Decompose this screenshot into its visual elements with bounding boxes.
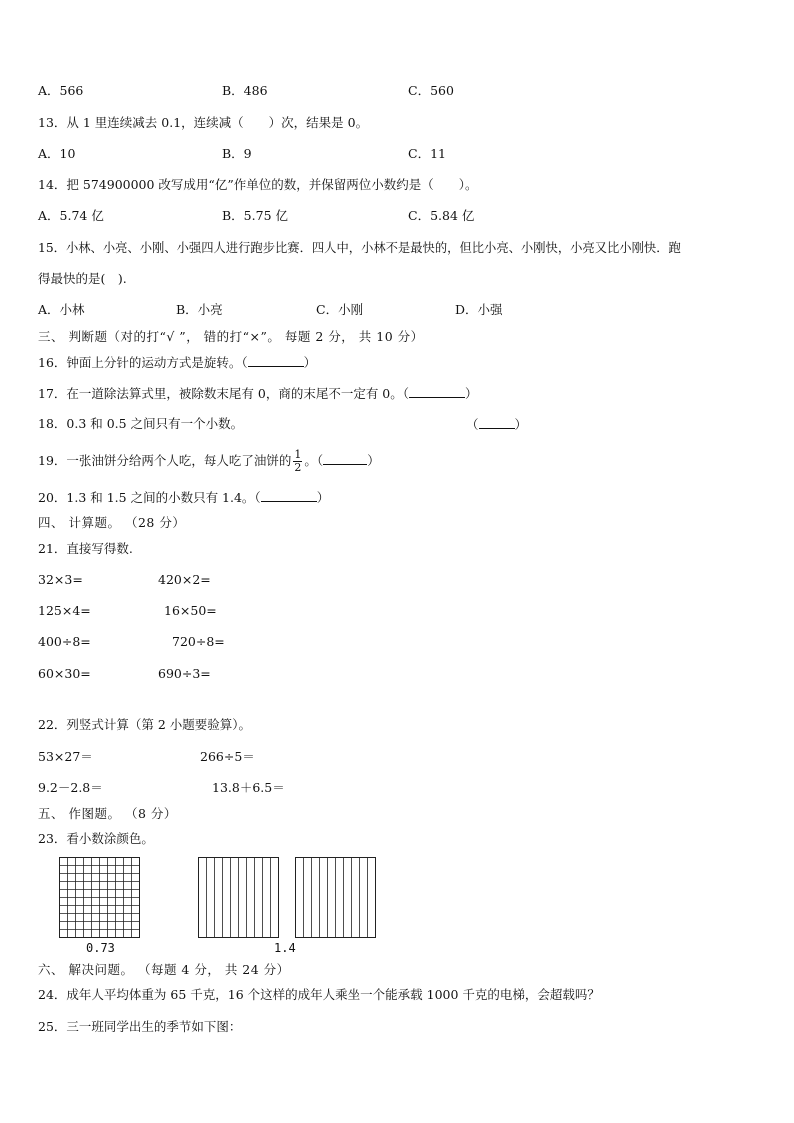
tenths-strip-lines bbox=[207, 858, 271, 938]
q23-caption-2: 1.4 bbox=[274, 941, 296, 955]
q14-option-a: A．5.74 亿 bbox=[38, 208, 104, 223]
q15-option-b: B．小亮 bbox=[176, 302, 223, 317]
q20-answer-blank[interactable] bbox=[261, 489, 317, 502]
q25-stem: 25．三一班同学出生的季节如下图： bbox=[38, 1019, 242, 1034]
section-3-heading: 三、 判断题（对的打“√ ”， 错的打“×”。 每题 2 分， 共 10 分） bbox=[38, 329, 424, 344]
q24-stem: 24．成年人平均体重为 65 千克，16 个这样的成年人乘坐一个能承载 1000 千克的电梯，会超载吗？ bbox=[38, 987, 600, 1002]
q13-option-a: A．10 bbox=[38, 146, 76, 161]
q19-fraction: $\frac{1}{2}$ bbox=[294, 448, 302, 474]
hundred-grid-lines bbox=[60, 858, 140, 938]
q14-option-b: B．5.75 亿 bbox=[222, 208, 288, 223]
q23-caption-1: 0.73 bbox=[86, 941, 115, 955]
q21-title: 21．直接写得数. bbox=[38, 541, 133, 556]
q14-option-c: C．5.84 亿 bbox=[408, 208, 475, 223]
q21-item: 400÷8= bbox=[38, 634, 91, 649]
tenths-strip-figure-2[interactable] bbox=[295, 857, 377, 939]
q17-stem: 17．在一道除法算式里，被除数末尾有 0，商的末尾不一定有 0。（ bbox=[38, 386, 410, 401]
q20-stem: 20．1.3 和 1.5 之间的小数只有 1.4。（ bbox=[38, 490, 261, 505]
q19: 19．一张油饼分给两个人吃，每人吃了油饼的 $\frac{1}{2}$ 。（ ） bbox=[38, 448, 380, 474]
q19-answer-blank[interactable] bbox=[323, 452, 367, 465]
q15-stem-line1: 15．小林、小亮、小刚、小强四人进行跑步比赛．四人中，小林不是最快的，但比小亮、小刚快，小亮又比小刚快．跑 bbox=[38, 241, 681, 255]
q18-answer-blank[interactable] bbox=[479, 416, 515, 429]
q21-item: 420×2= bbox=[158, 572, 211, 587]
q19-stem: 19．一张油饼分给两个人吃，每人吃了油饼的 bbox=[38, 453, 292, 468]
q15-option-d: D．小强 bbox=[455, 302, 503, 317]
q17-answer-blank[interactable] bbox=[409, 385, 465, 398]
q22-item: 266÷5＝ bbox=[200, 749, 255, 764]
q18-answer: （ ） bbox=[466, 417, 528, 432]
q16-answer-blank[interactable] bbox=[248, 354, 304, 367]
q15-option-c: C．小刚 bbox=[316, 302, 364, 317]
section-5-heading: 五、 作图题。 （8 分） bbox=[38, 806, 177, 821]
q22-item: 13.8＋6.5＝ bbox=[212, 780, 285, 795]
q17: 17．在一道除法算式里，被除数末尾有 0，商的末尾不一定有 0。（ ） bbox=[38, 386, 478, 401]
hundred-grid-figure[interactable] bbox=[59, 857, 141, 939]
q14-stem: 14．把 574900000 改写成用“亿”作单位的数，并保留两位小数约是（ ）。 bbox=[38, 177, 478, 192]
q13-option-c: C．11 bbox=[408, 146, 446, 161]
tenths-strip-lines bbox=[304, 858, 368, 938]
q15-stem-line2: 得最快的是( ). bbox=[38, 271, 127, 286]
section-6-heading: 六、 解决问题。 （每题 4 分， 共 24 分） bbox=[38, 962, 290, 977]
section-4-heading: 四、 计算题。 （28 分） bbox=[38, 515, 186, 530]
q15-option-a: A．小林 bbox=[38, 302, 85, 317]
q18-stem: 18．0.3 和 0.5 之间只有一个小数。 bbox=[38, 416, 244, 431]
q16: 16．钟面上分针的运动方式是旋转。（ ） bbox=[38, 355, 317, 370]
q12-option-b: B．486 bbox=[222, 83, 268, 98]
q23-title: 23．看小数涂颜色。 bbox=[38, 831, 154, 846]
q21-item: 16×50= bbox=[164, 603, 217, 618]
q20: 20．1.3 和 1.5 之间的小数只有 1.4。（ ） bbox=[38, 490, 330, 505]
q22-item: 53×27＝ bbox=[38, 749, 93, 764]
q16-stem: 16．钟面上分针的运动方式是旋转。（ bbox=[38, 355, 248, 370]
q22-title: 22．列竖式计算（第 2 小题要验算）。 bbox=[38, 717, 252, 732]
q21-item: 720÷8= bbox=[172, 634, 225, 649]
q21-item: 125×4= bbox=[38, 603, 91, 618]
tenths-strip-figure-1[interactable] bbox=[198, 857, 280, 939]
q21-item: 60×30= bbox=[38, 666, 91, 681]
q13-stem: 13．从 1 里连续减去 0.1，连续减（ ）次，结果是 0。 bbox=[38, 115, 369, 130]
q12-option-a: A．566 bbox=[38, 83, 84, 98]
q13-option-b: B．9 bbox=[222, 146, 252, 161]
q21-item: 32×3= bbox=[38, 572, 83, 587]
q12-option-c: C．560 bbox=[408, 83, 454, 98]
q22-item: 9.2－2.8＝ bbox=[38, 780, 103, 795]
q21-item: 690÷3= bbox=[158, 666, 211, 681]
